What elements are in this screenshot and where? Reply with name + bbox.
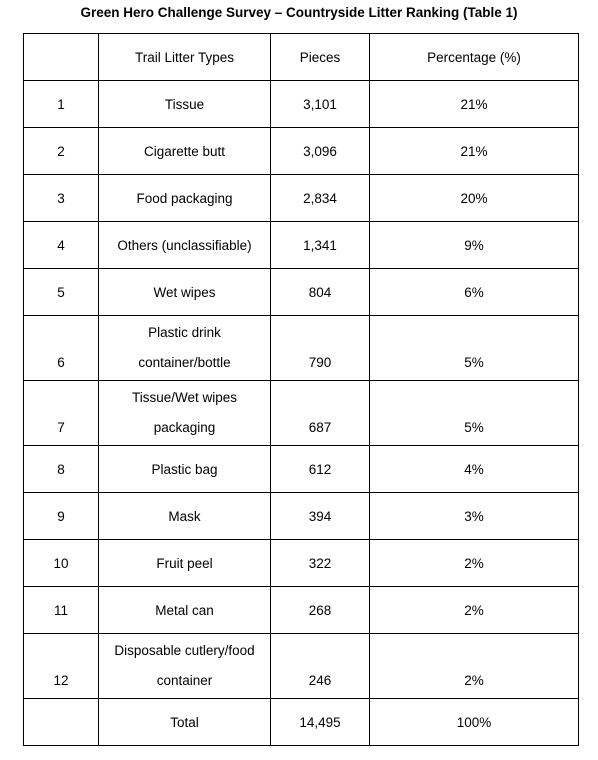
- pieces-cell: 612: [271, 446, 370, 493]
- litter-type-cell: Food packaging: [99, 175, 271, 222]
- rank-cell: 8: [24, 446, 99, 493]
- litter-type-cell: Wet wipes: [99, 269, 271, 316]
- rank-cell: 9: [24, 493, 99, 540]
- table-row: [24, 540, 579, 587]
- percentage-cell: 21%: [370, 81, 579, 128]
- litter-type-cell: Mask: [99, 493, 271, 540]
- header-rank: [24, 34, 99, 81]
- litter-type-line: Tissue/Wet wipes: [131, 390, 238, 405]
- percentage-cell: 5%: [370, 316, 579, 381]
- percentage-cell: 2%: [370, 587, 579, 634]
- rank-cell: 2: [24, 128, 99, 175]
- total-percentage: 100%: [370, 699, 579, 746]
- percentage-cell: 6%: [370, 269, 579, 316]
- rank-cell: 5: [24, 269, 99, 316]
- percentage-cell: 2%: [370, 634, 579, 699]
- percentage-cell: 2%: [370, 540, 579, 587]
- litter-type-cell: Cigarette butt: [99, 128, 271, 175]
- total-row: [24, 699, 579, 746]
- pieces-cell: 268: [271, 587, 370, 634]
- percentage-cell: 4%: [370, 446, 579, 493]
- percentage-cell: 3%: [370, 493, 579, 540]
- pieces-cell: 3,096: [271, 128, 370, 175]
- litter-type-cell: [99, 634, 271, 699]
- table-row: [24, 634, 579, 699]
- litter-type-cell: Metal can: [99, 587, 271, 634]
- pieces-cell: 394: [271, 493, 370, 540]
- header-row: [24, 34, 579, 81]
- table-row: [24, 493, 579, 540]
- litter-type-cell: [99, 316, 271, 381]
- header-litter-type: Trail Litter Types: [99, 34, 271, 81]
- litter-type-line: Disposable cutlery/food: [114, 643, 255, 658]
- table-row: [24, 269, 579, 316]
- total-label: Total: [99, 699, 271, 746]
- rank-cell: 10: [24, 540, 99, 587]
- percentage-cell: 5%: [370, 381, 579, 446]
- total-rank-cell: [24, 699, 99, 746]
- litter-type-line: packaging: [153, 420, 216, 435]
- table-row: [24, 128, 579, 175]
- rank-cell: 1: [24, 81, 99, 128]
- rank-cell: 12: [24, 634, 99, 699]
- table-row: [24, 81, 579, 128]
- litter-type-cell: Plastic bag: [99, 446, 271, 493]
- litter-type-line: container: [156, 673, 213, 688]
- percentage-cell: 9%: [370, 222, 579, 269]
- litter-type-cell: Others (unclassifiable): [99, 222, 271, 269]
- litter-ranking-table: [23, 33, 579, 746]
- total-pieces: 14,495: [271, 699, 370, 746]
- rank-cell: 11: [24, 587, 99, 634]
- pieces-cell: 3,101: [271, 81, 370, 128]
- percentage-cell: 20%: [370, 175, 579, 222]
- table-row: [24, 316, 579, 381]
- pieces-cell: 1,341: [271, 222, 370, 269]
- pieces-cell: 687: [271, 381, 370, 446]
- pieces-cell: 804: [271, 269, 370, 316]
- rank-cell: 6: [24, 316, 99, 381]
- table-title: Green Hero Challenge Survey – Countryside Litter Ranking (Table 1): [80, 5, 518, 20]
- table-row: [24, 446, 579, 493]
- table-row: [24, 175, 579, 222]
- header-percentage: Percentage (%): [370, 34, 579, 81]
- pieces-cell: 2,834: [271, 175, 370, 222]
- litter-type-cell: Fruit peel: [99, 540, 271, 587]
- table-row: [24, 222, 579, 269]
- header-pieces: Pieces: [271, 34, 370, 81]
- pieces-cell: 322: [271, 540, 370, 587]
- pieces-cell: 246: [271, 634, 370, 699]
- litter-type-cell: [99, 381, 271, 446]
- table-row: [24, 381, 579, 446]
- litter-type-cell: Tissue: [99, 81, 271, 128]
- percentage-cell: 21%: [370, 128, 579, 175]
- pieces-cell: 790: [271, 316, 370, 381]
- table-row: [24, 587, 579, 634]
- rank-cell: 4: [24, 222, 99, 269]
- rank-cell: 3: [24, 175, 99, 222]
- rank-cell: 7: [24, 381, 99, 446]
- litter-type-line: container/bottle: [138, 355, 231, 370]
- litter-type-line: Plastic drink: [148, 325, 221, 340]
